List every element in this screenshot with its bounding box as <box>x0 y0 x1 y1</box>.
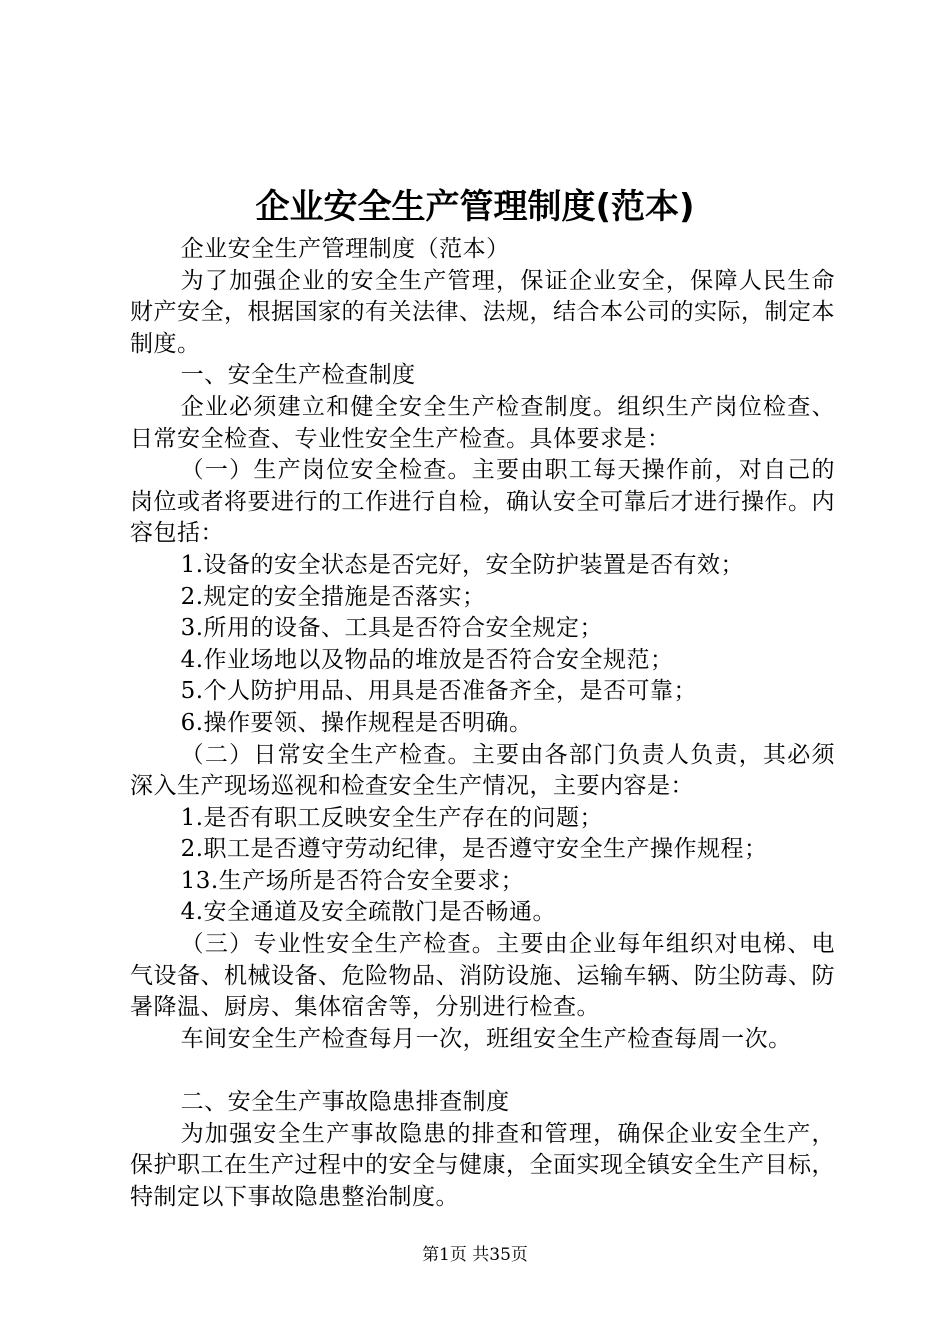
page-footer: 第1页 共35页 <box>422 1245 528 1265</box>
document-body <box>130 234 835 1213</box>
list-item: 4.作业场地以及物品的堆放是否符合安全规范； <box>180 646 674 673</box>
paragraph: （一）生产岗位安全检查。主要由职工每天操作前，对自己的岗位或者将要进行的工作进行自检，确认安全可靠后才进行操作。内容包括： <box>130 457 835 547</box>
paragraph: （二）日常安全生产检查。主要由各部门负责人负责，其必须深入生产现场巡视和检查安全生产情况，主要内容是： <box>130 741 835 800</box>
paragraph-intro: 为了加强企业的安全生产管理，保证企业安全，保障人民生命财产安全，根据国家的有关法律、法规，结合本公司的实际，制定本制度。 <box>130 267 835 357</box>
list-item: 4.安全通道及安全疏散门是否畅通。 <box>180 899 557 926</box>
list-item: 2.规定的安全措施是否落实； <box>180 583 486 610</box>
paragraph: （三）专业性安全生产检查。主要由企业每年组织对电梯、电气设备、机械设备、危险物品、消防设施、运输车辆、防尘防毒、防暑降温、厨房、集体宿舍等，分别进行检查。 <box>130 931 835 1021</box>
list-item: 6.操作要领、操作规程是否明确。 <box>180 709 533 736</box>
paragraph: 企业必须建立和健全安全生产检查制度。组织生产岗位检查、日常安全检查、专业性安全生产检查。具体要求是： <box>130 393 835 452</box>
list-item: 3.所用的设备、工具是否符合安全规定； <box>180 615 604 642</box>
list-item: 2.职工是否遵守劳动纪律，是否遵守安全生产操作规程； <box>180 836 768 863</box>
paragraph: 车间安全生产检查每月一次，班组安全生产检查每周一次。 <box>180 1025 792 1052</box>
list-item: 1.是否有职工反映安全生产存在的问题； <box>180 804 604 831</box>
list-item: 13.生产场所是否符合安全要求； <box>180 867 525 894</box>
paragraph: 为加强安全生产事故隐患的排查和管理，确保企业安全生产，保护职工在生产过程中的安全与健康，全面实现全镇安全生产目标，特制定以下事故隐患整治制度。 <box>130 1120 835 1210</box>
section-heading-1: 一、安全生产检查制度 <box>180 362 416 389</box>
paragraph-subtitle: 企业安全生产管理制度（范本） <box>180 236 510 262</box>
section-heading-2: 二、安全生产事故隐患排查制度 <box>180 1089 510 1116</box>
blank-line <box>130 1055 835 1087</box>
list-item: 1.设备的安全状态是否完好，安全防护装置是否有效； <box>180 551 745 578</box>
list-item: 5.个人防护用品、用具是否准备齐全，是否可靠； <box>180 678 698 705</box>
document-title: 企业安全生产管理制度(范本) <box>255 187 695 227</box>
